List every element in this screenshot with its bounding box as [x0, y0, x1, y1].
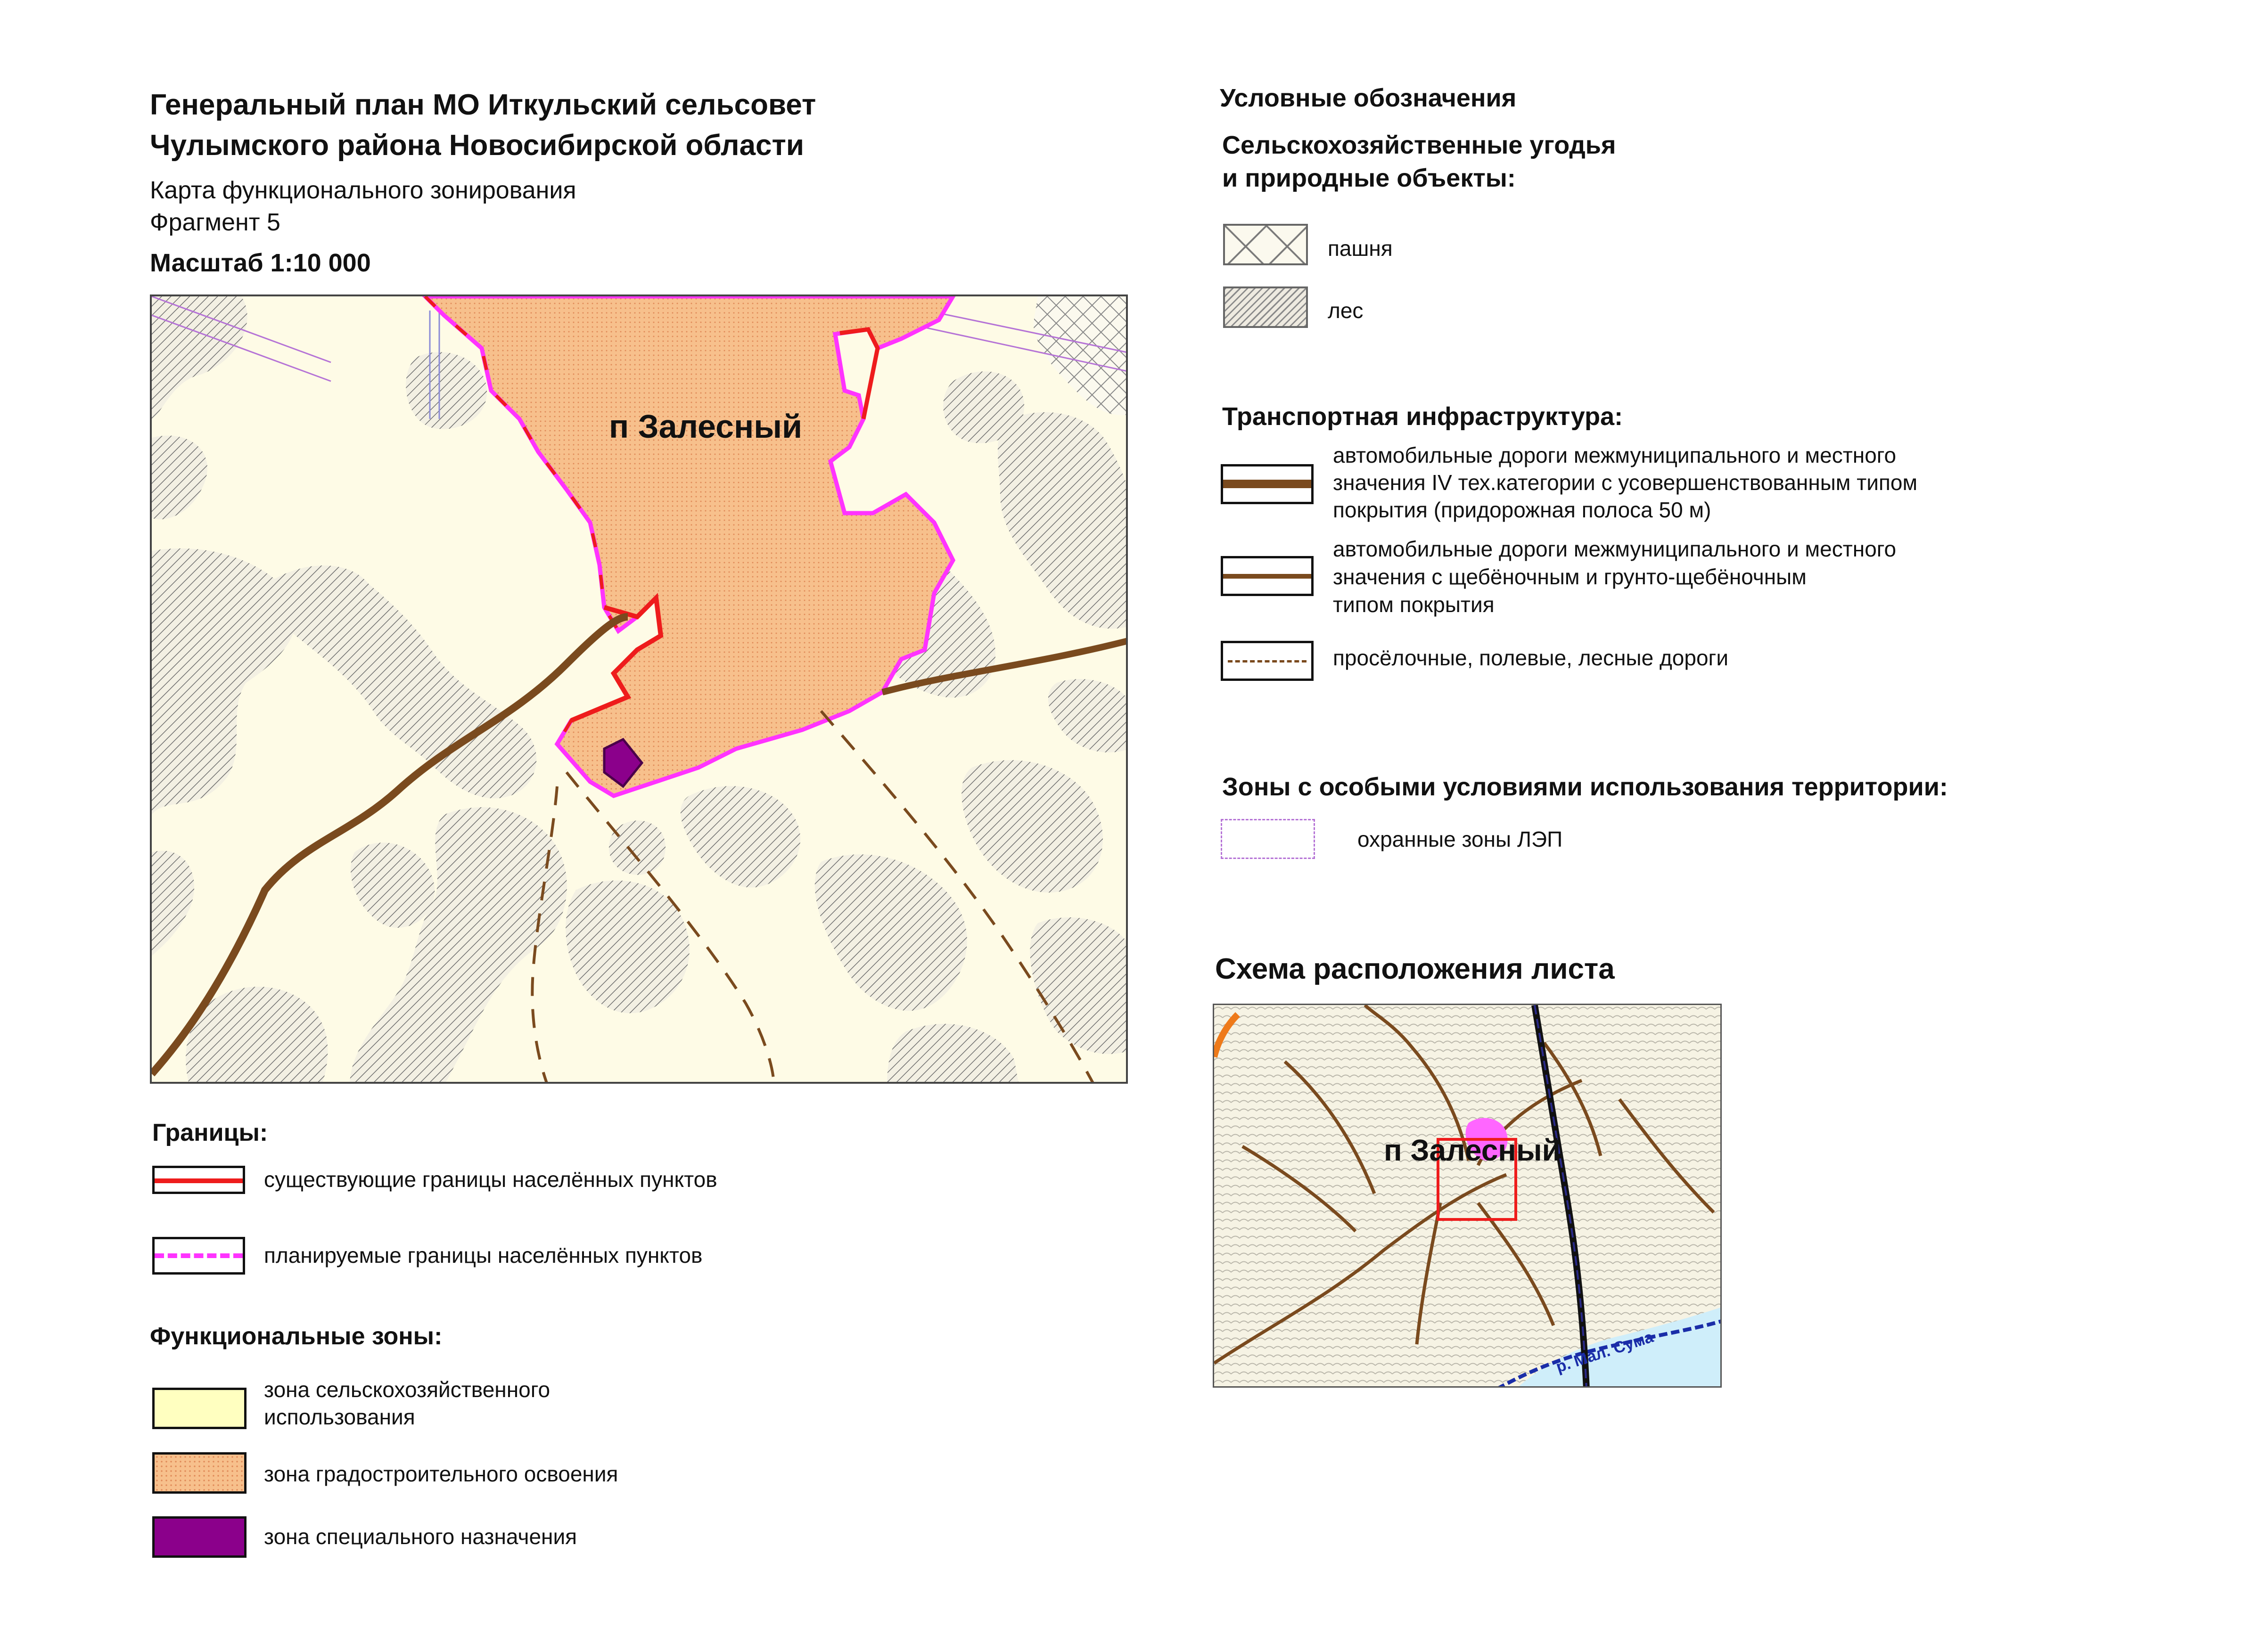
agri-heading-line2: и природные объекты:	[1222, 164, 1516, 192]
special-zones-heading: Зоны с особыми условиями использования территории:	[1222, 773, 1948, 801]
road-gravel-label-line1: автомобильные дороги межмуниципального и местного	[1333, 537, 1897, 561]
road-iv-swatch	[1221, 464, 1314, 504]
map-subtitle: Карта функционального зонирования	[150, 177, 576, 204]
existing-border-swatch	[152, 1166, 245, 1194]
road-gravel-swatch	[1221, 556, 1314, 596]
dirt-road-label: просёлочные, полевые, лесные дороги	[1333, 646, 1729, 670]
ploughland-swatch	[1223, 224, 1308, 265]
power-line-zone-label: охранные зоны ЛЭП	[1357, 827, 1563, 851]
zones-heading: Функциональные зоны:	[150, 1323, 443, 1350]
development-zone-label: зона градостроительного освоения	[264, 1462, 618, 1486]
special-zone-swatch	[152, 1516, 247, 1558]
dirt-road-swatch	[1221, 641, 1314, 681]
planned-border-label: планируемые границы населённых пунктов	[264, 1243, 703, 1268]
map-title-line1: Генеральный план МО Иткульский сельсовет	[150, 89, 816, 121]
forest-label: лес	[1328, 298, 1364, 323]
transport-heading: Транспортная инфраструктура:	[1222, 402, 1623, 431]
road-gravel-label-line2: значения с щебёночным и грунто-щебёночным	[1333, 564, 1807, 589]
agri-zone-label-line1: зона сельскохозяйственного	[264, 1377, 551, 1402]
fragment-label: Фрагмент 5	[150, 209, 280, 236]
map-title-line2: Чулымского района Новосибирской области	[150, 129, 805, 162]
road-gravel-label-line3: типом покрытия	[1333, 592, 1495, 617]
special-zone-label: зона специального назначения	[264, 1524, 577, 1549]
power-line-zone-swatch	[1221, 819, 1315, 859]
location-map[interactable]	[1213, 1004, 1722, 1388]
planned-border-swatch	[152, 1237, 245, 1275]
location-settlement-label: п Залесный	[1384, 1133, 1561, 1167]
agri-zone-label-line2: использования	[264, 1405, 415, 1429]
main-map[interactable]	[150, 294, 1128, 1084]
legend-heading: Условные обозначения	[1220, 84, 1517, 112]
borders-heading: Границы:	[152, 1119, 268, 1146]
forest-swatch	[1223, 286, 1308, 328]
agri-heading-line1: Сельскохозяйственные угодья	[1222, 131, 1616, 159]
road-iv-label-line2: значения IV тех.категории с усовершенствованным типом	[1333, 470, 1918, 495]
existing-border-label: существующие границы населённых пунктов	[264, 1167, 717, 1192]
ploughland-label: пашня	[1328, 236, 1393, 261]
scale-label: Масштаб 1:10 000	[150, 249, 371, 277]
road-iv-label-line3: покрытия (придорожная полоса 50 м)	[1333, 498, 1711, 522]
development-zone-swatch	[152, 1452, 247, 1494]
agri-zone-swatch	[152, 1388, 247, 1429]
river-label: р. Мал. Сума	[1553, 1328, 1656, 1376]
location-heading: Схема расположения листа	[1215, 953, 1615, 985]
settlement-map-label: п Залесный	[609, 408, 803, 445]
road-iv-label-line1: автомобильные дороги межмуниципального и местного	[1333, 443, 1897, 467]
